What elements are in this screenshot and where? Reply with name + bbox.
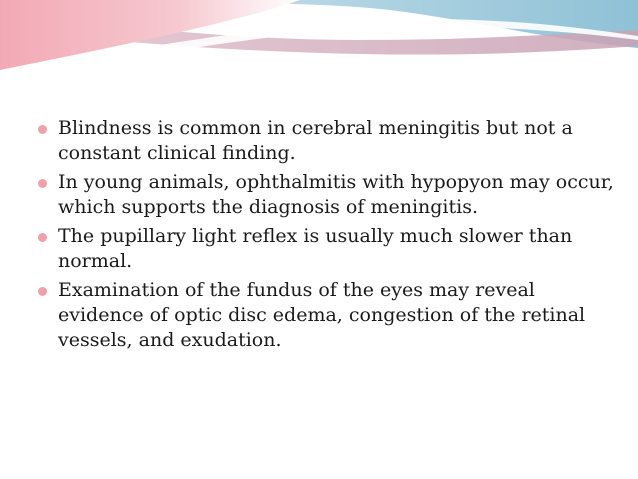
bullet-text: Blindness is common in cerebral meningitis but not a constant clinical finding. — [58, 117, 573, 164]
bullet-item — [38, 224, 618, 274]
bullet-dot-icon — [38, 233, 47, 242]
bullet-text: The pupillary light reflex is usually much slower than normal. — [58, 225, 573, 272]
bullet-dot-icon — [38, 125, 47, 134]
bullet-dot-icon — [38, 179, 47, 188]
bullet-list — [38, 116, 618, 357]
header-wave-decoration — [0, 0, 638, 80]
bullet-item — [38, 116, 618, 166]
bullet-text: In young animals, ophthalmitis with hypopyon may occur, which supports the diagnosis of meningitis. — [58, 171, 614, 218]
bullet-item — [38, 278, 618, 353]
bullet-text: Examination of the fundus of the eyes may reveal evidence of optic disc edema, congestion of the retinal vessels, and exudation. — [58, 279, 586, 351]
bullet-item — [38, 170, 618, 220]
bullet-dot-icon — [38, 287, 47, 296]
